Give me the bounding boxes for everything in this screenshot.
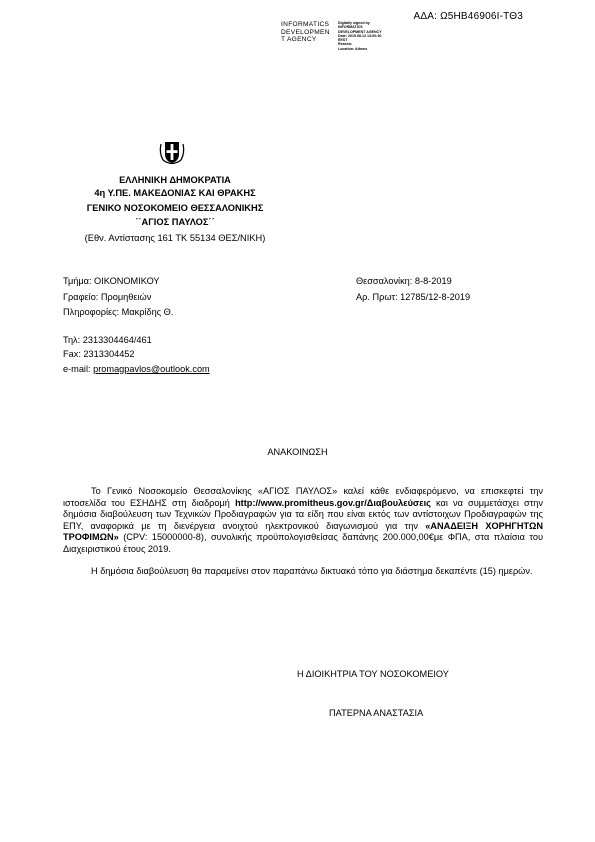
stamp-detail-line: EEST bbox=[338, 38, 348, 43]
stamp-detail-line: Location: Athens bbox=[338, 46, 368, 51]
office: Γραφείο: Προμηθειών bbox=[63, 292, 152, 302]
email-link[interactable]: promagpavlos@outlook.com bbox=[93, 364, 210, 374]
coat-of-arms-icon bbox=[157, 139, 187, 167]
fax: Fax: 2313304452 bbox=[63, 349, 135, 359]
contact-person: Πληροφορίες: Μακρίδης Θ. bbox=[63, 307, 174, 317]
header-hospital: ΓΕΝΙΚΟ ΝΟΣΟΚΟΜΕΙΟ ΘΕΣΣΑΛΟΝΙΚΗΣ bbox=[86, 203, 264, 213]
paragraph: Η δημόσια διαβούλευση θα παραμείνει στον παραπάνω δικτυακό τόπο για διάστημα δεκαπέντε (15) ημερών. bbox=[91, 566, 533, 576]
header-country: ΕΛΛΗΝΙΚΗ ΔΗΜΟΚΡΑΤΙΑ bbox=[119, 175, 231, 185]
header-address: (Εθν. Αντίστασης 161 ΤΚ 55134 ΘΕΣ/ΝΙΚΗ) bbox=[84, 233, 266, 243]
signatory-name: ΠΑΤΕΡΝΑ ΑΝΑΣΤΑΣΙΑ bbox=[329, 708, 424, 718]
phone: Τηλ: 2313304464/461 bbox=[63, 335, 152, 345]
stamp-line: T AGENCY bbox=[281, 36, 317, 44]
paragraph: Το Γενικό Νοσοκομείο Θεσσαλονίκης «ΑΓΙΟΣ ΠΑΥΛΟΣ» καλεί κάθε ενδιαφερόμενο, να επισκεφτεί την ιστοσελίδα του ΕΣΗΔΗΣ στη διαδρομή http://www.promitheus.gov.gr/Διαβουλεύσεις και να συμμετάσχει στην δημόσια διαβούλευση των Τεχνικών Προδιαγραφών για τα είδη που είναι εκτός των αντίστοιχων Προδιαγραφών της ΕΠΥ, αναφορικά με τη διενέργεια ανοιχτού ηλεκτρονικού διαγωνισμού για την «ΑΝΑΔΕΙΞΗ ΧΟΡΗΓΗΤΩΝ ΤΡΟΦΙΜΩΝ» (CPV: 15000000-8), συνολικής προϋπολογισθείσας δαπάνης 200.000,00€με ΦΠΑ, στα πλαίσια του Διαχειριστικού έτους 2019. bbox=[63, 486, 543, 554]
stamp-detail-line: DEVELOPMENT AGENCY bbox=[338, 29, 382, 34]
document-title: ΑΝΑΚΟΙΝΩΣΗ bbox=[267, 447, 328, 457]
ada-number: ΑΔΑ: Ω5ΗΒ46906Ι-ΤΘ3 bbox=[413, 11, 523, 22]
signature-stamp-details bbox=[338, 21, 382, 51]
department: Τμήμα: ΟΙΚΟΝΟΜΙΚΟΥ bbox=[63, 276, 160, 286]
promitheus-link[interactable]: http://www.promitheus.gov.gr/Διαβουλεύσεις bbox=[235, 497, 431, 508]
header-region: 4η Υ.ΠΕ. ΜΑΚΕΔΟΝΙΑΣ ΚΑΙ ΘΡΑΚΗΣ bbox=[94, 188, 256, 198]
stamp-detail-line: Reason: bbox=[338, 42, 353, 47]
tender-title: «ΑΝΑΔΕΙΞΗ ΧΟΡΗΓΗΤΩΝ ΤΡΟΦΙΜΩΝ» bbox=[63, 520, 543, 542]
protocol-number: Αρ. Πρωτ: 12785/12-8-2019 bbox=[356, 292, 471, 302]
stamp-line: INFORMATICS bbox=[281, 21, 330, 28]
signatory-role: Η ΔΙΟΙΚΗΤΡΙΑ ΤΟΥ ΝΟΣΟΚΟΜΕΙΟΥ bbox=[297, 669, 449, 679]
stamp-detail-line: INFORMATICS bbox=[338, 25, 363, 30]
stamp-detail-line: Date: 2019.08.12 13:00:30 bbox=[338, 33, 382, 38]
document-body bbox=[63, 486, 543, 589]
signature-stamp bbox=[281, 21, 330, 44]
stamp-detail-line: Digitally signed by bbox=[338, 21, 370, 25]
stamp-line: DEVELOPMEN bbox=[281, 28, 330, 36]
email bbox=[63, 364, 210, 374]
header-hospital-name: ΄΄ΑΓΙΟΣ ΠΑΥΛΟΣ΄΄ bbox=[135, 217, 215, 227]
place-date: Θεσσαλονίκη: 8-8-2019 bbox=[356, 276, 452, 286]
email-label: e-mail: bbox=[63, 364, 91, 374]
